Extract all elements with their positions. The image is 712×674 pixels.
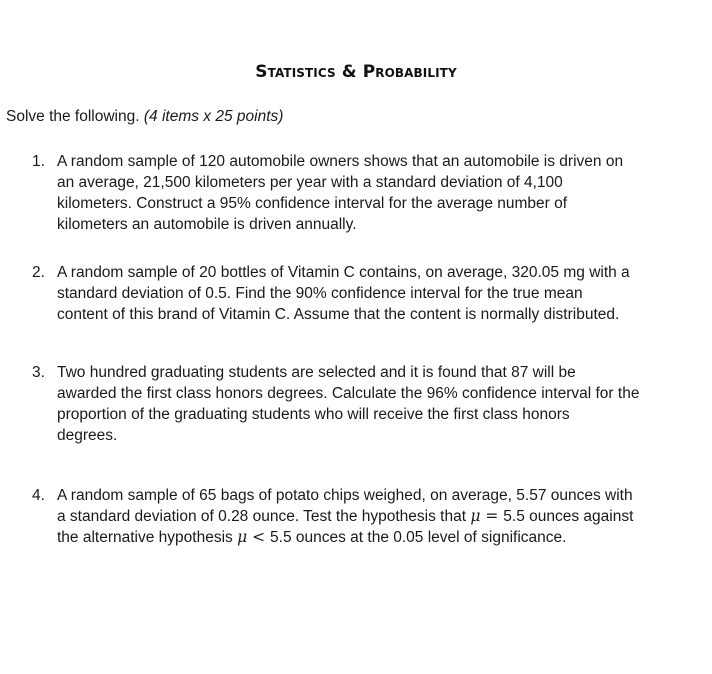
problem-line: proportion of the graduating students who will receive the first class honors bbox=[57, 406, 570, 423]
problem-line: kilometers. Construct a 95% confidence interval for the average number of bbox=[57, 195, 568, 212]
line-text: a standard deviation of 0.28 ounce. Test the hypothesis that bbox=[57, 508, 471, 525]
item-number: 1. bbox=[32, 153, 45, 170]
mu-symbol: μ bbox=[237, 528, 248, 546]
points-note: (4 items x 25 points) bbox=[143, 108, 284, 125]
mu-symbol: μ bbox=[470, 507, 481, 525]
item-number: 3. bbox=[32, 364, 45, 381]
problem-text bbox=[57, 151, 682, 235]
page-title: Statistics & Probability bbox=[255, 62, 457, 82]
problem-text bbox=[57, 485, 682, 548]
less-than-sign: < bbox=[247, 528, 271, 546]
problem-line: content of this brand of Vitamin C. Assume that the content is normally distributed. bbox=[57, 306, 620, 323]
item-number: 2. bbox=[32, 264, 45, 281]
problem-line: an average, 21,500 kilometers per year with a standard deviation of 4,100 bbox=[57, 174, 563, 191]
problem-line bbox=[57, 527, 682, 548]
instructions-text: Solve the following. bbox=[6, 108, 140, 125]
item-number: 4. bbox=[32, 487, 45, 504]
problem-line: A random sample of 120 automobile owners shows that an automobile is driven on bbox=[57, 153, 624, 170]
line-text: 5.5 ounces against bbox=[503, 508, 634, 525]
problem-line: Two hundred graduating students are selected and it is found that 87 will be bbox=[57, 364, 576, 381]
instructions bbox=[6, 108, 283, 126]
problem-line: standard deviation of 0.5. Find the 90% confidence interval for the true mean bbox=[57, 285, 583, 302]
problem-line: A random sample of 20 bottles of Vitamin C contains, on average, 320.05 mg with a bbox=[57, 264, 630, 281]
problem-line: A random sample of 65 bags of potato chips weighed, on average, 5.57 ounces with bbox=[57, 487, 633, 504]
line-text: 5.5 ounces at the 0.05 level of significance. bbox=[270, 529, 567, 546]
equals-sign: = bbox=[480, 507, 504, 525]
problem-text bbox=[57, 362, 682, 446]
problem-line: awarded the first class honors degrees. Calculate the 96% confidence interval for the bbox=[57, 385, 640, 402]
line-text: the alternative hypothesis bbox=[57, 529, 238, 546]
problem-line: kilometers an automobile is driven annually. bbox=[57, 216, 357, 233]
problem-text bbox=[57, 262, 682, 325]
problem-line bbox=[57, 506, 682, 527]
problem-line: degrees. bbox=[57, 427, 118, 444]
